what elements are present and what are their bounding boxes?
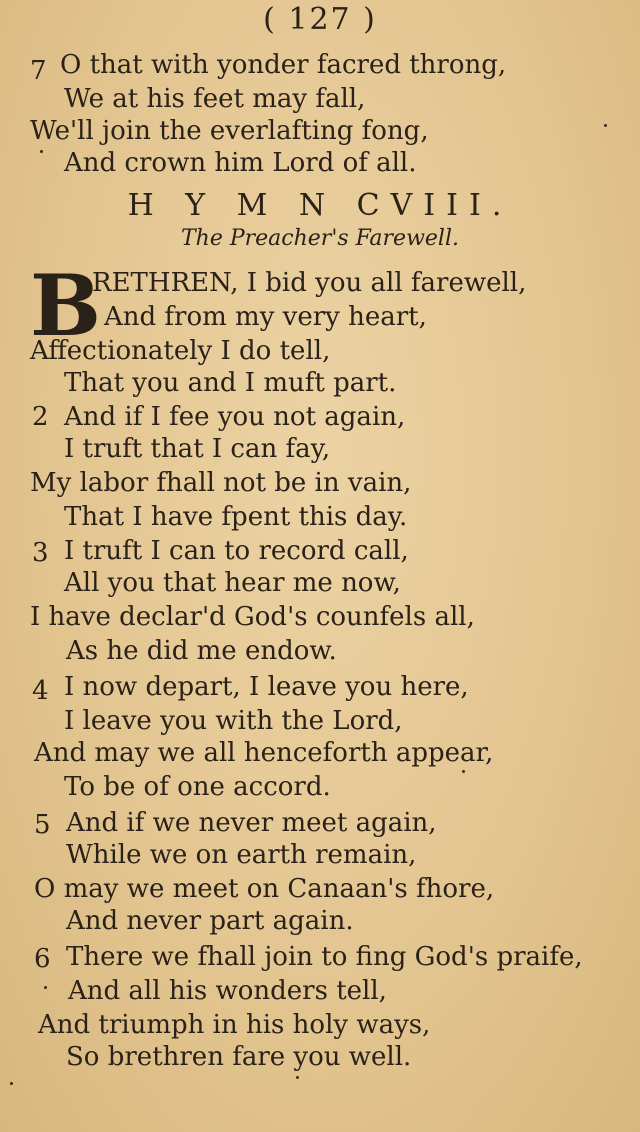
verse-line: And may we all henceforth appear, — [34, 738, 494, 768]
hymn-subtitle: The Preacher's Farewell. — [180, 226, 459, 251]
verse-line: That you and I muft part. — [64, 368, 397, 398]
paper-speck — [604, 124, 607, 127]
verse-line: All you that hear me now, — [64, 568, 401, 598]
verse-line: There we fhall join to fing God's praife, — [66, 942, 583, 972]
verse-line: And never part again. — [66, 906, 354, 936]
verse-line: And if I fee you not again, — [64, 402, 406, 432]
page-number: ( 127 ) — [263, 2, 377, 37]
verse-number: 6 — [34, 944, 51, 974]
verse-number: 2 — [32, 402, 49, 432]
verse-line: I leave you with the Lord, — [64, 706, 403, 736]
verse-line: I have declar'd God's counfels all, — [30, 602, 475, 632]
verse-line: And if we never meet again, — [66, 808, 437, 838]
verse-line: So brethren fare you well. — [66, 1042, 412, 1072]
verse-line: My labor fhall not be in vain, — [30, 468, 412, 498]
paper-speck — [462, 770, 465, 773]
verse-line: And all his wonders tell, — [68, 976, 387, 1006]
paper-speck — [10, 1082, 13, 1085]
verse-number: 7 — [30, 56, 47, 86]
verse-line: O may we meet on Canaan's fhore, — [34, 874, 495, 904]
verse-line: And crown him Lord of all. — [64, 148, 417, 178]
paper-speck — [40, 150, 43, 153]
verse-line: We at his feet may fall, — [64, 84, 366, 114]
verse-line: We'll join the everlafting fong, — [30, 116, 429, 146]
verse-line: Affectionately I do tell, — [30, 336, 331, 366]
verse-line: And from my very heart, — [104, 302, 427, 332]
verse-line: While we on earth remain, — [66, 840, 417, 870]
drop-cap: B — [30, 256, 101, 355]
verse-line: I now depart, I leave you here, — [64, 672, 469, 702]
verse-number: 4 — [32, 676, 49, 706]
paper-speck — [44, 986, 47, 989]
verse-line: O that with yonder facred throng, — [60, 50, 507, 80]
paper-speck — [296, 1076, 299, 1079]
verse-line: That I have fpent this day. — [64, 502, 408, 532]
verse-line: To be of one accord. — [64, 772, 331, 802]
verse-line: RETHREN, I bid you all farewell, — [92, 268, 527, 298]
verse-line: And triumph in his holy ways, — [38, 1010, 431, 1040]
verse-number: 5 — [34, 810, 51, 840]
verse-line: I truft that I can fay, — [64, 434, 331, 464]
hymn-title: H Y M N CVIII. — [127, 188, 513, 223]
verse-line: As he did me endow. — [66, 636, 337, 666]
verse-number: 3 — [32, 538, 49, 568]
verse-line: I truft I can to record call, — [64, 536, 409, 566]
